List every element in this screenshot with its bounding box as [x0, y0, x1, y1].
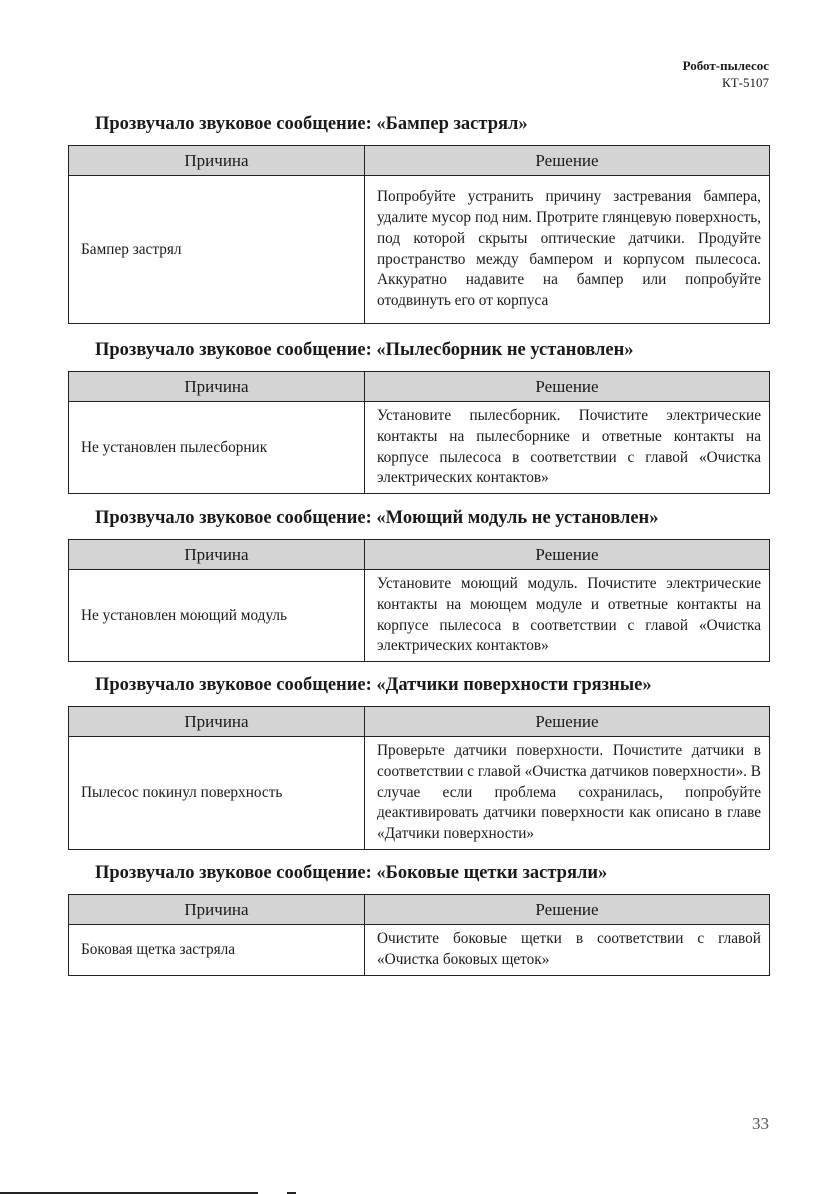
- table-header-row: [69, 372, 770, 402]
- section-side-brushes-stuck: [68, 861, 769, 976]
- cause-column-header: Причина: [69, 146, 365, 176]
- table-header-row: [69, 895, 770, 925]
- troubleshooting-table: [68, 539, 770, 662]
- solution-column-header: Решение: [365, 707, 770, 737]
- section-mop-module-missing: [68, 506, 769, 662]
- page-number: 33: [752, 1114, 769, 1133]
- solution-cell: Установите моющий модуль. Почистите электрические контакты на моющем модуле и ответные контакты на корпусе пылесоса в соответствии с главой «Очистка электрических контактов»: [365, 570, 770, 662]
- section-dustbin-missing: [68, 338, 769, 494]
- table-header-row: [69, 146, 770, 176]
- table-row: [69, 737, 770, 850]
- cause-cell: Боковая щетка застряла: [69, 925, 365, 976]
- troubleshooting-table: [68, 894, 770, 976]
- cause-cell: Не установлен пылесборник: [69, 402, 365, 494]
- cause-cell: Бампер застрял: [69, 176, 365, 324]
- cause-cell: Не установлен моющий модуль: [69, 570, 365, 662]
- table-row: [69, 570, 770, 662]
- table-row: [69, 925, 770, 976]
- troubleshooting-table: [68, 706, 770, 850]
- section-heading: Прозвучало звуковое сообщение: «Моющий модуль не установлен»: [95, 508, 659, 528]
- section-bumper-stuck: [68, 112, 769, 324]
- product-title: Робот-пылесос: [682, 58, 769, 73]
- section-heading: Прозвучало звуковое сообщение: «Датчики поверхности грязные»: [95, 675, 652, 695]
- solution-column-header: Решение: [365, 540, 770, 570]
- solution-column-header: Решение: [365, 895, 770, 925]
- cause-column-header: Причина: [69, 707, 365, 737]
- troubleshooting-table: [68, 371, 770, 494]
- troubleshooting-table: [68, 145, 770, 324]
- table-header-row: [69, 540, 770, 570]
- table-row: [69, 176, 770, 324]
- solution-cell: Установите пылесборник. Почистите электрические контакты на пылесборнике и ответные контакты на корпусе пылесоса в соответствии с главой «Очистка электрических контактов»: [365, 402, 770, 494]
- table-header-row: [69, 707, 770, 737]
- section-heading: Прозвучало звуковое сообщение: «Боковые щетки застряли»: [95, 863, 608, 883]
- section-heading: Прозвучало звуковое сообщение: «Пылесборник не установлен»: [95, 340, 634, 360]
- solution-cell: Попробуйте устранить причину застревания бампера, удалите мусор под ним. Протрите глянцевую поверхность, под которой скрыты оптические датчики. Продуйте пространство между бампером и корпусом пылесоса. Аккуратно надавите на бампер или попробуйте отодвинуть его от корпуса: [365, 176, 770, 324]
- cause-column-header: Причина: [69, 540, 365, 570]
- solution-column-header: Решение: [365, 372, 770, 402]
- cause-cell: Пылесос покинул поверхность: [69, 737, 365, 850]
- section-surface-sensors-dirty: [68, 673, 769, 850]
- page-header: [683, 57, 769, 91]
- cause-column-header: Причина: [69, 372, 365, 402]
- solution-column-header: Решение: [365, 146, 770, 176]
- product-model: КТ-5107: [722, 75, 769, 90]
- cause-column-header: Причина: [69, 895, 365, 925]
- solution-cell: Проверьте датчики поверхности. Почистите датчики в соответствии с главой «Очистка датчиков поверхности». В случае если проблема сохранилась, попробуйте деактивировать датчики поверхности как описано в главе «Датчики поверхности»: [365, 737, 770, 850]
- section-heading: Прозвучало звуковое сообщение: «Бампер застрял»: [95, 114, 528, 134]
- solution-cell: Очистите боковые щетки в соответствии с главой «Очистка боковых щеток»: [365, 925, 770, 976]
- table-row: [69, 402, 770, 494]
